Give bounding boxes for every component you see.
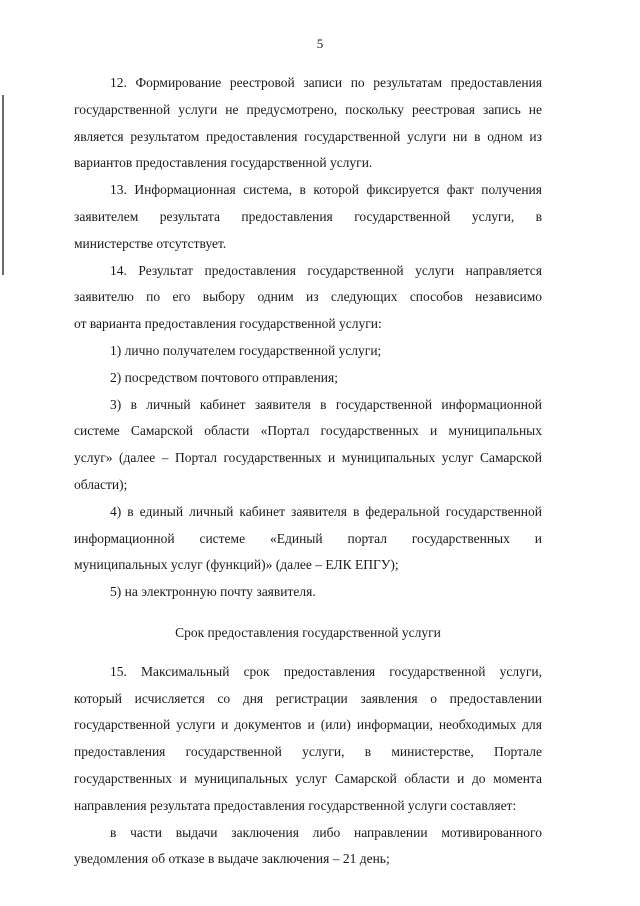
paragraph-13-line-3: министерстве отсутствует. [74,235,227,251]
paragraph-12-line-2: государственной услуги не предусмотрено, поскольку реестровая запись не [74,101,542,117]
paragraph-14-line-2: заявителю по его выбору одним из следующих способов независимо [74,289,542,305]
paragraph-14-line-1: 14. Результат предоставления государственной услуги направляется [110,262,542,278]
paragraph-14-line-3: от варианта предоставления государственной услуги: [74,316,382,332]
paragraph-15-line-2: который исчисляется со дня регистрации заявления о предоставлении [74,690,542,706]
paragraph-15-sub-line-1: в части выдачи заключения либо направлении мотивированного [110,824,542,840]
list-item-1: 1) лично получателем государственной услуги; [110,342,382,358]
paragraph-15-line-3: государственной услуги и документов и (или) информации, необходимых для [74,717,542,733]
paragraph-15-line-6: направления результата предоставления государственной услуги составляет: [74,797,517,813]
list-item-4-line-1: 4) в единый личный кабинет заявителя в федеральной государственной [110,503,542,519]
paragraph-15-line-4: предоставления государственной услуги, в министерстве, Портале [74,744,542,760]
list-item-3-line-4: области); [74,476,128,492]
document-body [74,70,542,873]
scan-edge-mark [2,95,4,275]
list-item-3-line-3: услуг» (далее – Портал государственных и муниципальных услуг Самарской [74,450,542,466]
list-item-4-line-2: информационной системе «Единый портал государственных и [74,530,542,546]
paragraph-15-line-1: 15. Максимальный срок предоставления государственной услуги, [110,663,542,679]
section-heading: Срок предоставления государственной услуги [175,624,441,640]
paragraph-15-sub-line-2: уведомления об отказе в выдаче заключения – 21 день; [74,851,390,867]
list-item-2: 2) посредством почтового отправления; [110,369,338,385]
list-item-4-line-3: муниципальных услуг (функций)» (далее – ЕЛК ЕПГУ); [74,557,399,573]
paragraph-12-line-1: 12. Формирование реестровой записи по результатам предоставления [110,75,542,90]
paragraph-15-line-5: государственных и муниципальных услуг Самарской области и до момента [74,770,542,786]
page-number: 5 [316,36,324,51]
list-item-5: 5) на электронную почту заявителя. [110,584,316,600]
paragraph-13-line-2: заявителем результата предоставления государственной услуги, в [74,208,542,224]
paragraph-12-line-3: является результатом предоставления государственной услуги ни в одном из [74,128,542,144]
paragraph-13-line-1: 13. Информационная система, в которой фиксируется факт получения [110,182,542,198]
list-item-3-line-1: 3) в личный кабинет заявителя в государственной информационной [110,396,542,412]
paragraph-12-line-4: вариантов предоставления государственной услуги. [74,155,373,171]
list-item-3-line-2: системе Самарской области «Портал государственных и муниципальных [74,423,542,439]
